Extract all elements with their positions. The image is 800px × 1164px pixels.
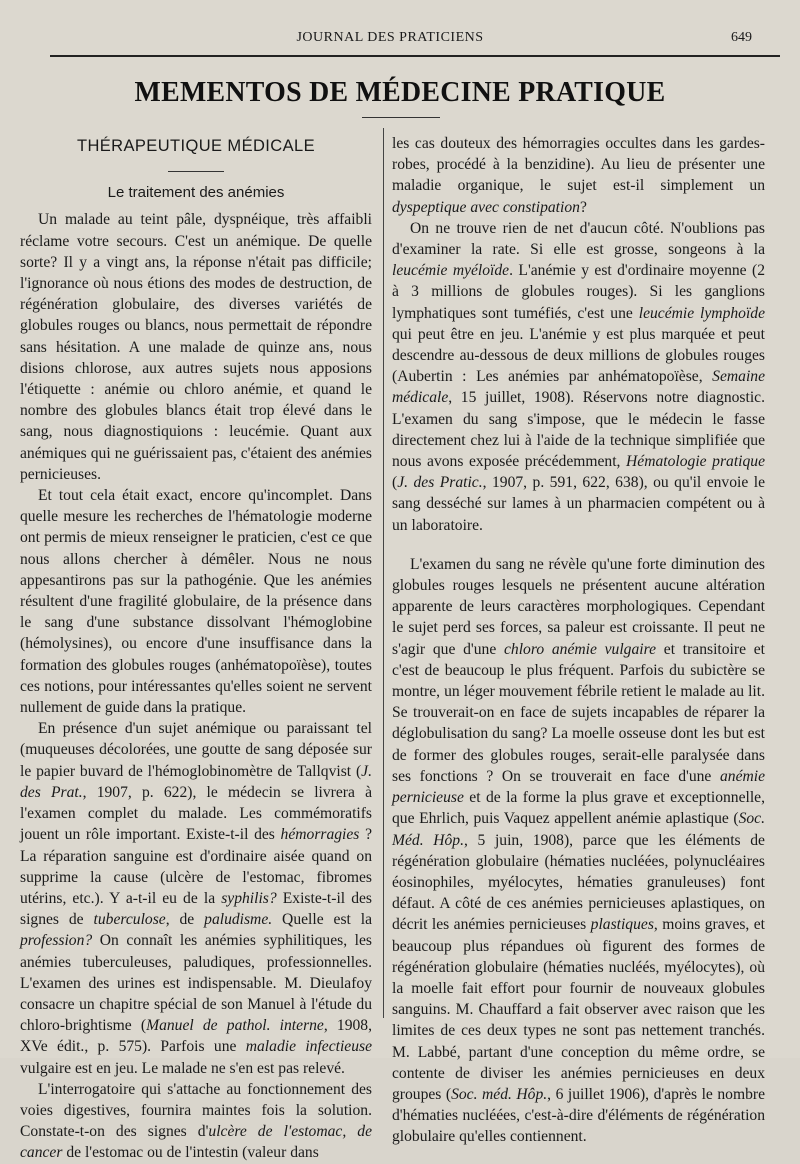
page-title: MEMENTOS DE MÉDECINE PRATIQUE bbox=[134, 76, 666, 108]
paragraph: L'interrogatoire qui s'attache au fonctionnement des voies digestives, fournira maintes fois la solution. Constate-t-on des signes d'ulcère de l'estomac, de cancer de l'estomac ou de l'intestin (valeur dans bbox=[20, 1080, 372, 1162]
right-column bbox=[392, 133, 765, 1148]
paragraph: L'examen du sang ne révèle qu'une forte diminution des globules rouges lesquels ne présentent aucune altération apparente de leurs caractères morphologiques. Cependant le sujet perd ses forces, sa paleur est croissante. Il peut ne s'agir que d'une chloro anémie vulgaire et transitoire et c'est de beaucoup le plus fréquent. Parfois du subictère se montre, un léger mouvement fébrile retient le malade au lit. Se trouverait-on en face de sujets incapables de réparer la déglobulisation du sang? La moelle osseuse dont les but est de former des globules rouges, serait-elle paralysée dans ses fonctions ? On se trouverait en face d'une anémie pernicieuse et de la forme la plus grave et exceptionnelle, que Ehrlich, puis Vaquez appellent anémie aplastique (Soc. Méd. Hôp., 5 juin, 1908), parce que les éléments de régénération globulaire (hématies nucléées, polynucléaires éosinophiles, myélocytes, hématies granuleuses) font défaut. A côté de ces anémies pernicieuses aplastiques, on décrit les anémies pernicieuses plastiques, moins graves, et beaucoup plus répandues où figurent des formes de régénération globulaire (hématies nucléés, myélocytes), où la moelle fait effort pour fournir de nouveaux globules sanguins. M. Chauffard a fait observer avec raison que les limites de ces deux types ne sont pas nettement tranchés. M. Labbé, partant d'une conception du même ordre, se contente de diviser les anémies pernicieuses en deux groupes (Soc. méd. Hôp., 6 juillet 1906), d'après le nombre d'hématies nucléées, c'est-à-dire d'éléments de régénération globulaire qu'elles contiennent. bbox=[392, 555, 765, 1146]
section-rule bbox=[168, 171, 224, 172]
paragraph: En présence d'un sujet anémique ou paraissant tel (muqueuses décolorées, une goutte de sang déposée sur le papier buvard de l'hémoglobinomètre de Tallqvist (J. des Prat., 1907, p. 622), le médecin se livrera à l'examen complet du malade. Les commémoratifs jouent un rôle important. Existe-t-il des hémorragies ? La réparation sanguine est d'ordinaire aisée quand on supprime la cause (ulcère de l'estomac, fibromes utérins, etc.). Y a-t-il eu de la syphilis? Existe-t-il des signes de tuberculose, de paludisme. Quelle est la profession? On connaît les anémies syphilitiques, les anémies tuberculeuses, paludiques, professionnelles. L'examen des urines est indispensable. M. Dieulafoy consacre un chapitre spécial de son Manuel à l'étude du chloro-brightisme (Manuel de pathol. interne, 1908, XVe édit., p. 575). Parfois une maladie infectieuse vulgaire est en jeu. Le malade ne s'en est pas relevé. bbox=[20, 720, 373, 1077]
header-rule bbox=[50, 55, 780, 57]
title-rule bbox=[362, 117, 440, 118]
running-head bbox=[0, 30, 800, 50]
paragraph: Un malade au teint pâle, dyspnéique, très affaibli réclame votre secours. C'est un anémique. De quelle sorte? Il y a vingt ans, la réponse n'était pas difficile; l'ignorance où nous étions des modes de destruction, de régénération globulaire, des diverses variétés de globules rouges ou blancs, nous permettait de répondre sans hésitation. A une malade de quinze ans, nous disions chlorose, aux autres sujets nous apposions l'étiquette : anémie ou chloro anémie, et quand le nombre des globules blancs était trop élevé dans le sang, nous diagnostiquions : leucémie. Quant aux anémiques qui ne guérissaient pas, c'étaient des anémies pernicieuses. bbox=[20, 211, 372, 483]
article-heading: Le traitement des anémies bbox=[107, 184, 285, 202]
paragraph: Et tout cela était exact, encore qu'incomplet. Dans quelle mesure les recherches de l'hématologie moderne ont permis de mieux renseigner le praticien, c'est ce que nous allons chercher à démêler. Nous ne nous appesantirons pas sur la pathogénie. Que les anémies résultent d'une fragilité globulaire, de la présence dans le sang d'une substance dissolvant l'hémoglobine (hémolysines), ou encore d'une insuffisance dans la formation des globules rouges (anhématopoïèse), toutes ces notions, pour intéressantes qu'elles soient ne servent nullement de guide dans la pratique. bbox=[20, 487, 372, 717]
left-column bbox=[20, 132, 372, 1164]
paragraph: On ne trouve rien de net d'aucun côté. N'oublions pas d'examiner la rate. Si elle est grosse, songeons à la leucémie myéloïde. L'anémie y est d'ordinaire moyenne (2 à 3 millions de globules rouges). Si les ganglions lymphatiques sont tuméfiés, c'est une leucémie lymphoïde qui peut être en jeu. L'anémie y est plus marquée et peut descendre au-dessous de deux millions de globules rouges (Aubertin : Les anémies par anhématopoïèse, Semaine médicale, 15 juillet, 1908). Réservons notre diagnostic. L'examen du sang s'impose, que le médecin le fasse directement chez lui à l'aide de la technique simplifiée que nous avons exposée précédemment, Hématologie pratique (J. des Pratic., 1907, p. 591, 622, 638), ou qu'il envoie le sang desséché sur lames à un pharmacien compétent ou à un laboratoire. bbox=[392, 219, 766, 534]
paragraph: les cas douteux des hémorragies occultes dans les gardes-robes, procédé à la benzidine). Au lieu de présenter une maladie organique, le sujet est-il simplement un dyspeptique avec constipation? bbox=[392, 135, 765, 216]
journal-name: JOURNAL DES PRATICIENS bbox=[296, 30, 484, 45]
column-divider bbox=[383, 128, 384, 1018]
page-number: 649 bbox=[731, 30, 752, 45]
section-heading: THÉRAPEUTIQUE MÉDICALE bbox=[76, 137, 315, 155]
